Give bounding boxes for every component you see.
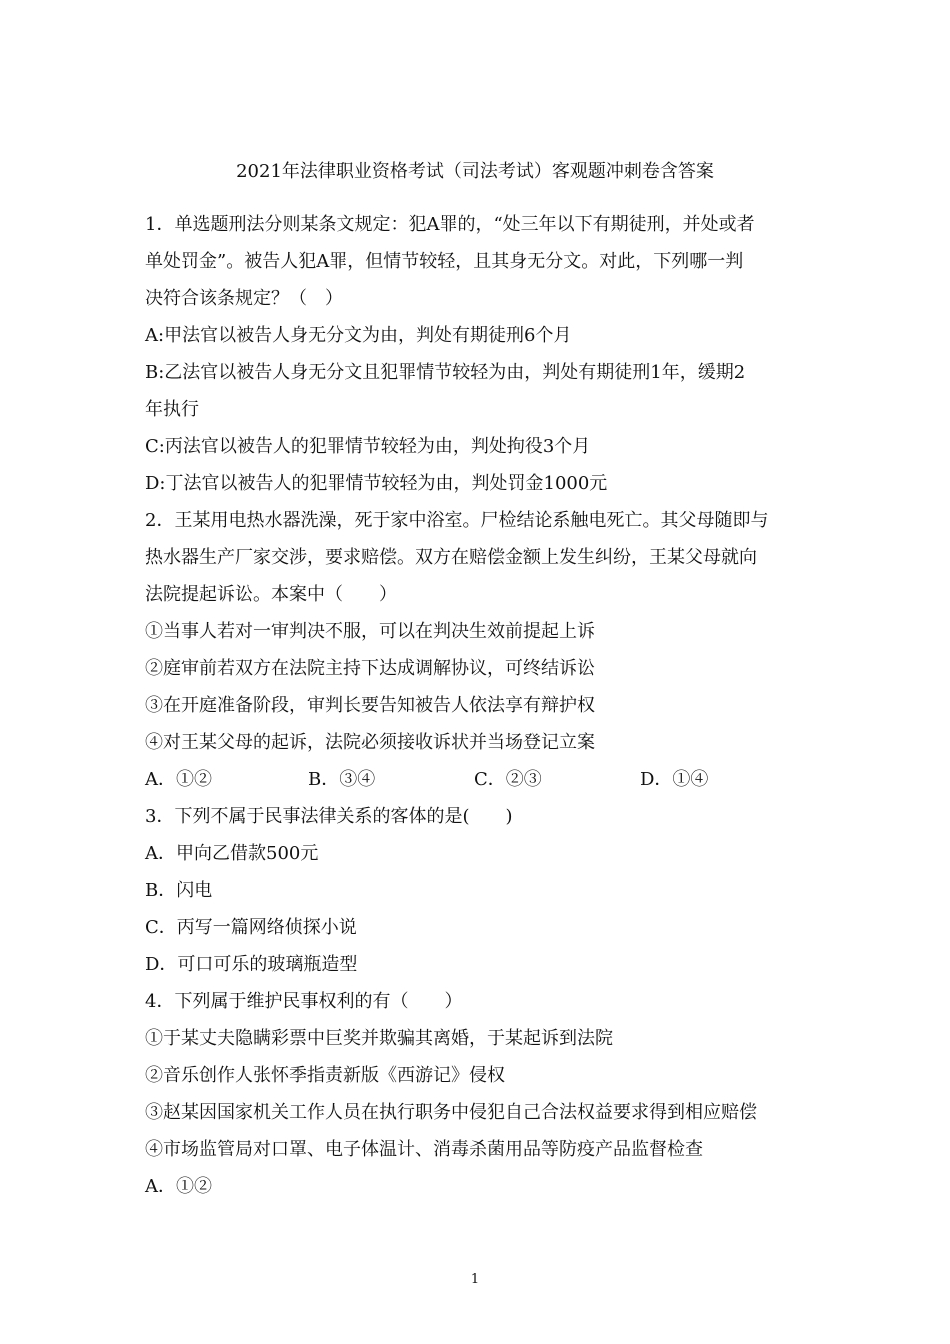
question-2-statement-2: ②庭审前若双方在法院主持下达成调解协议，可终结诉讼 [145, 658, 595, 679]
question-4-option-a: A．①② [145, 1176, 212, 1197]
question-4-stem: 4．下列属于维护民事权利的有（ ） [145, 991, 463, 1012]
question-3-option-d: D．可口可乐的玻璃瓶造型 [145, 954, 358, 975]
question-1-stem-line-3: 决符合该条规定？（ ） [145, 288, 343, 309]
question-2-stem-line-2: 热水器生产厂家交涉，要求赔偿。双方在赔偿金额上发生纠纷，王某父母就向 [145, 547, 757, 568]
question-1-option-b-line-2: 年执行 [145, 399, 199, 420]
question-2-statement-1: ①当事人若对一审判决不服，可以在判决生效前提起上诉 [145, 621, 595, 642]
question-3-stem: 3．下列不属于民事法律关系的客体的是( ) [145, 806, 513, 827]
question-2-option-c: C．②③ [474, 769, 542, 790]
question-1-option-b-line-1: B:乙法官以被告人身无分文且犯罪情节较轻为由，判处有期徒刑1年，缓期2 [145, 362, 746, 383]
question-4-statement-1: ①于某丈夫隐瞒彩票中巨奖并欺骗其离婚，于某起诉到法院 [145, 1028, 613, 1049]
document-title: 2021年法律职业资格考试（司法考试）客观题冲刺卷含答案 [236, 161, 714, 182]
question-2-options [145, 761, 815, 798]
question-4-statement-2: ②音乐创作人张怀季指责新版《西游记》侵权 [145, 1065, 505, 1086]
question-1-stem-line-2: 单处罚金”。被告人犯A罪，但情节较轻，且其身无分文。对此，下列哪一判 [145, 251, 744, 272]
page-number: 1 [470, 1272, 480, 1287]
question-2-option-d: D．①④ [640, 769, 709, 790]
document-body [145, 206, 815, 1205]
question-3-option-b: B．闪电 [145, 880, 213, 901]
question-4-statement-4: ④市场监管局对口罩、电子体温计、消毒杀菌用品等防疫产品监督检查 [145, 1139, 703, 1160]
question-1-option-c: C:丙法官以被告人的犯罪情节较轻为由，判处拘役3个月 [145, 436, 591, 457]
question-1-option-a: A:甲法官以被告人身无分文为由，判处有期徒刑6个月 [145, 325, 572, 346]
question-2-stem-line-3: 法院提起诉讼。本案中（ ） [145, 584, 397, 605]
question-1-stem-line-1: 1．单选题刑法分则某条文规定：犯A罪的，“处三年以下有期徒刑，并处或者 [145, 214, 755, 235]
question-3-option-c: C．丙写一篇网络侦探小说 [145, 917, 357, 938]
question-1-option-d: D:丁法官以被告人的犯罪情节较轻为由，判处罚金1000元 [145, 473, 608, 494]
question-3-option-a: A．甲向乙借款500元 [145, 843, 319, 864]
question-2-option-a: A．①② [145, 769, 212, 790]
question-2-option-b: B．③④ [308, 769, 376, 790]
question-2-stem-line-1: 2．王某用电热水器洗澡，死于家中浴室。尸检结论系触电死亡。其父母随即与 [145, 510, 769, 531]
question-2-statement-3: ③在开庭准备阶段，审判长要告知被告人依法享有辩护权 [145, 695, 595, 716]
question-4-statement-3: ③赵某因国家机关工作人员在执行职务中侵犯自己合法权益要求得到相应赔偿 [145, 1102, 757, 1123]
question-2-statement-4: ④对王某父母的起诉，法院必须接收诉状并当场登记立案 [145, 732, 595, 753]
